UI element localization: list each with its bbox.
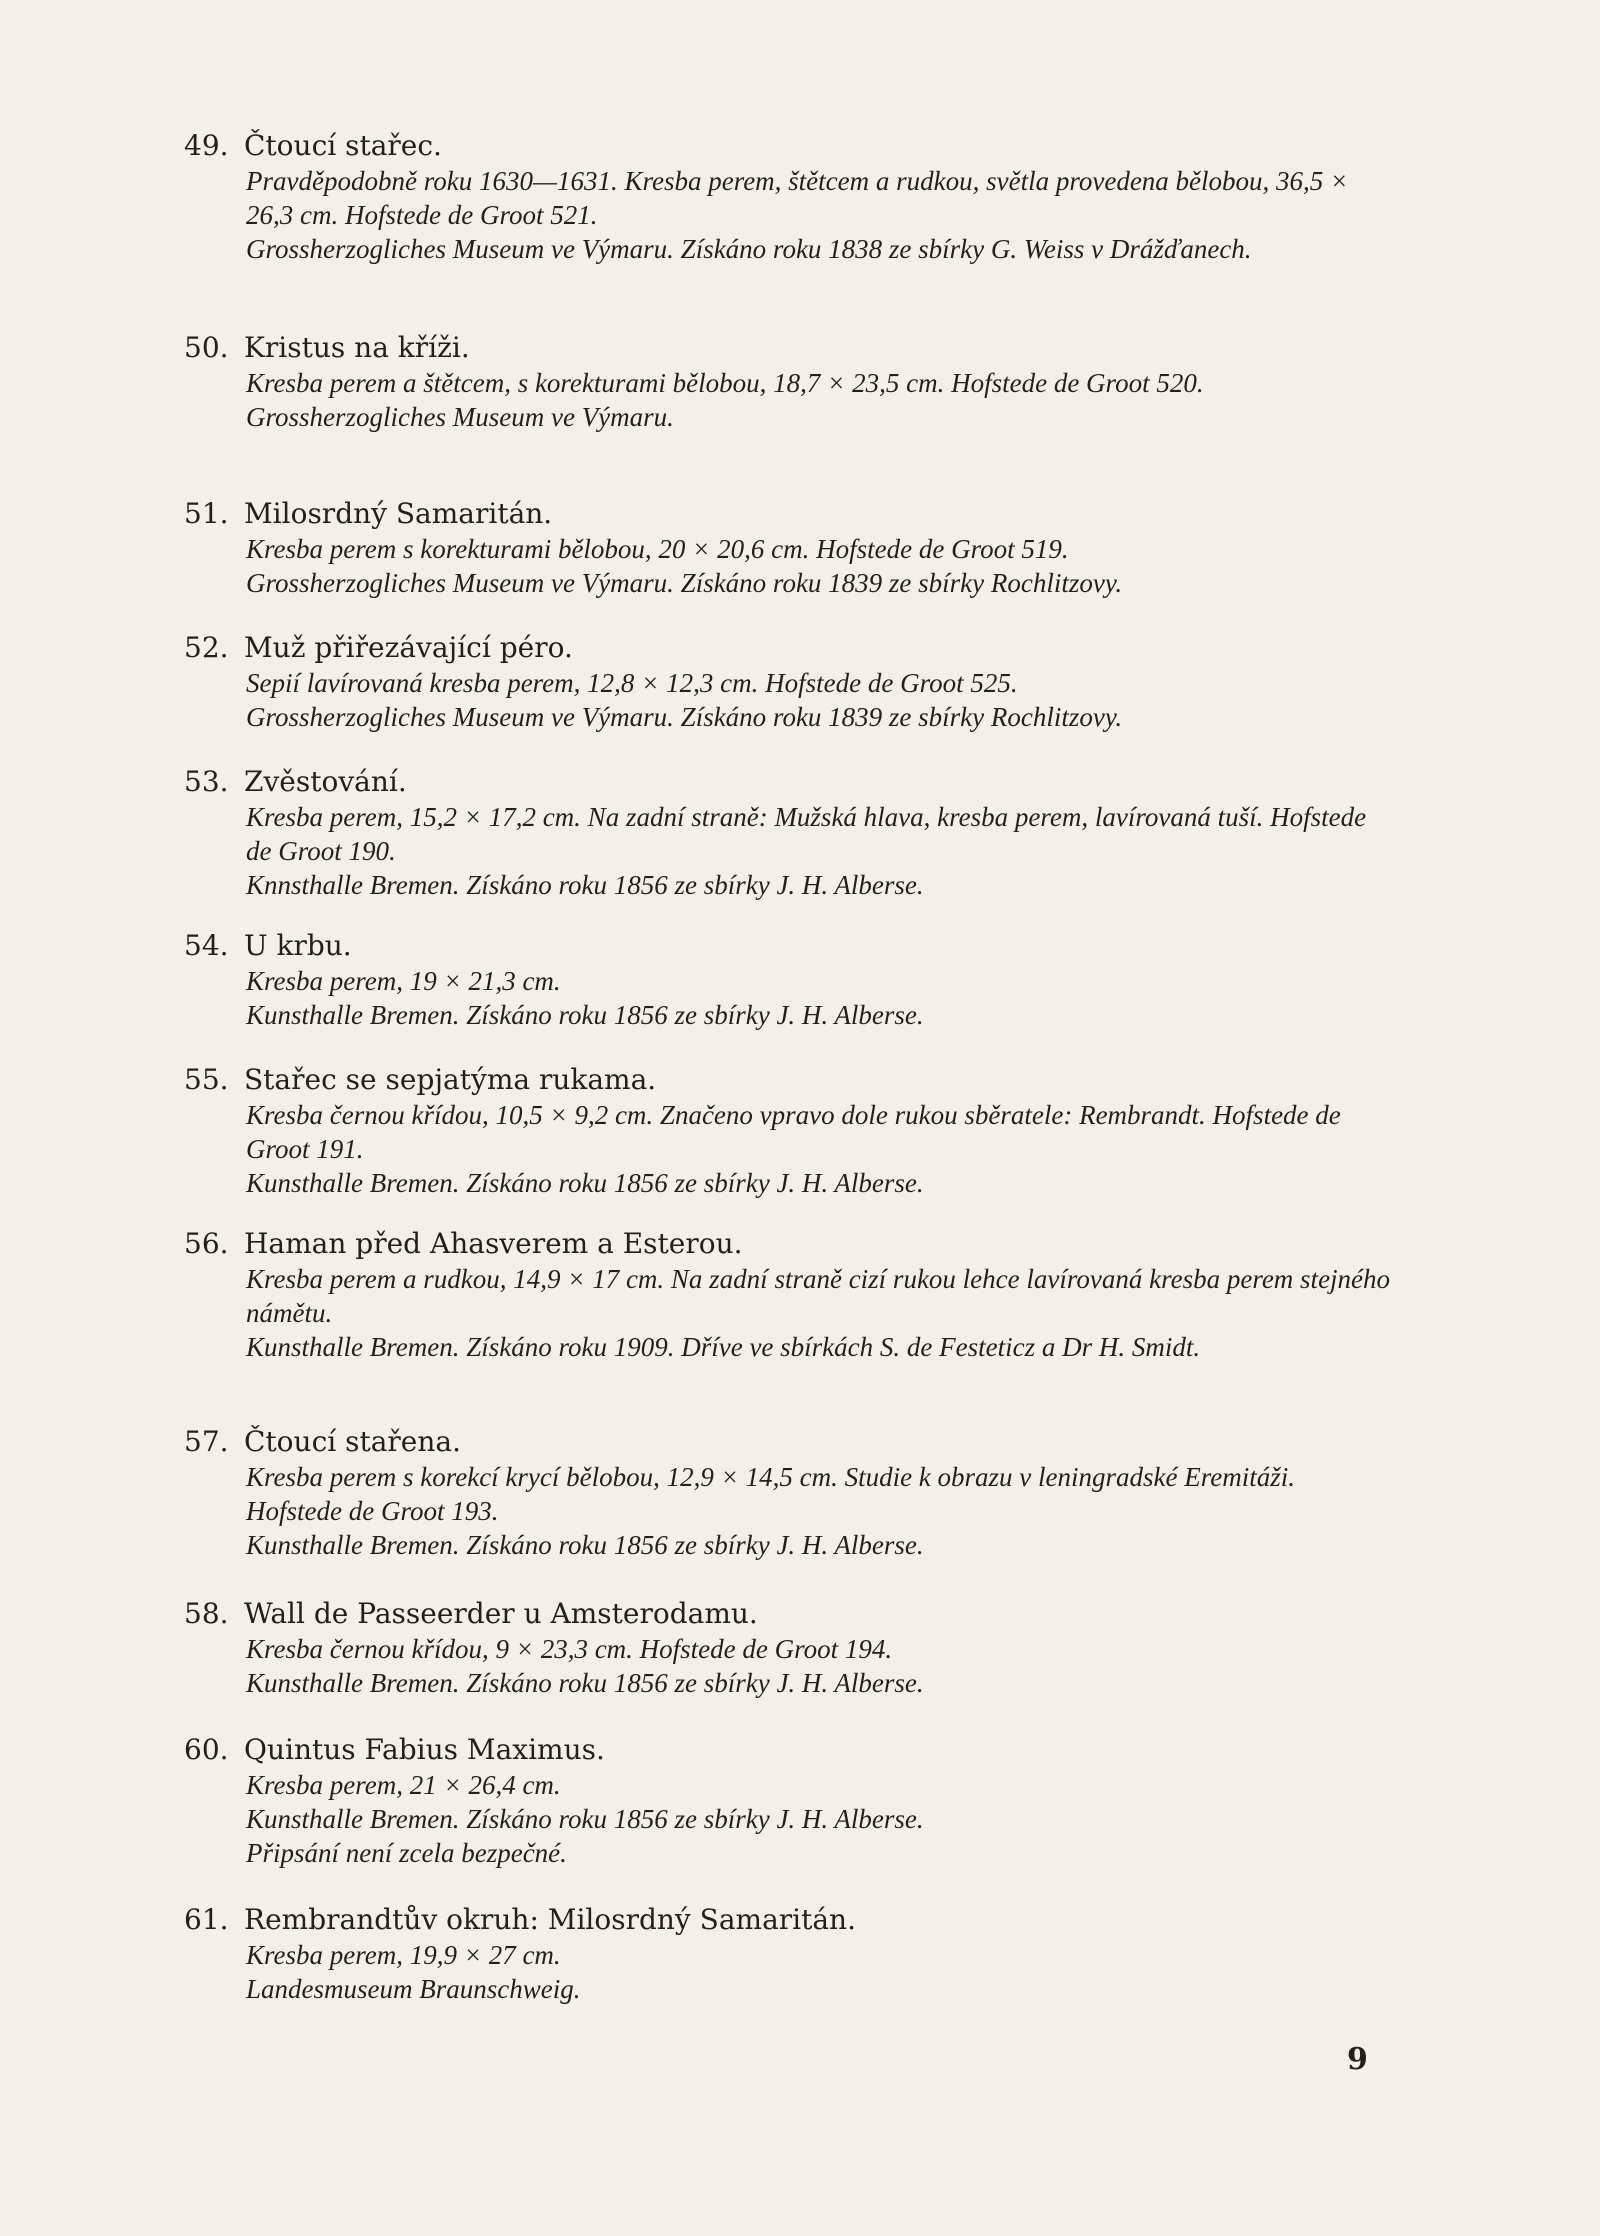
entry-description [246,366,1394,434]
catalog-entry-60 [184,1732,1394,1870]
entry-description-line: Sepií lavírovaná kresba perem, 12,8 × 12,3 cm. Hofstede de Groot 525. [246,668,1018,698]
entry-description-line: Kresba perem s korekcí krycí bělobou, 12,9 × 14,5 cm. Studie k obrazu v leningradské Eremitáži. Hofstede de Groot 193. [246,1462,1296,1526]
entry-title: Milosrdný Samaritán. [244,497,553,530]
entry-title: Muž přiřezávající péro. [244,631,573,664]
entry-description-line: Kresba perem, 15,2 × 17,2 cm. Na zadní straně: Mužská hlava, kresba perem, lavírovaná tuší. Hofstede de Groot 190. [246,802,1367,866]
entry-description-line: Kresba perem s korekturami bělobou, 20 × 20,6 cm. Hofstede de Groot 519. [246,534,1069,564]
entry-number: 61. [184,1903,229,1936]
entry-description [246,1938,1394,2006]
entry-title: Čtoucí stařena. [244,1425,461,1458]
entry-description [246,532,1394,600]
entry-number: 56. [184,1227,229,1260]
entry-number: 58. [184,1597,229,1630]
entry-heading [184,1902,1394,1938]
entry-number: 52. [184,631,229,664]
entry-description-line: Připsání není zcela bezpečné. [246,1838,567,1868]
entry-heading [184,128,1394,164]
entry-description [246,164,1394,266]
entry-title: Haman před Ahasverem a Esterou. [244,1227,743,1260]
entry-number: 53. [184,765,229,798]
entry-description-line: Kresba perem, 19,9 × 27 cm. [246,1940,561,1970]
entry-description-line: Kunsthalle Bremen. Získáno roku 1856 ze sbírky J. H. Alberse. [246,1530,924,1560]
entry-heading [184,928,1394,964]
entry-description-line: Landesmuseum Braunschweig. [246,1974,581,2004]
page-number: 9 [1347,2042,1368,2077]
entry-heading [184,1596,1394,1632]
entry-number: 50. [184,331,229,364]
catalog-entry-52 [184,630,1394,734]
entry-title: Kristus na kříži. [244,331,470,364]
entry-description [246,1098,1394,1200]
entry-title: Wall de Passeerder u Amsterodamu. [244,1597,758,1630]
entry-number: 51. [184,497,229,530]
entry-description-line: Kresba černou křídou, 9 × 23,3 cm. Hofstede de Groot 194. [246,1634,893,1664]
entry-description-line: Kresba perem a rudkou, 14,9 × 17 cm. Na zadní straně cizí rukou lehce lavírovaná kresba perem stejného námětu. [246,1264,1391,1328]
entry-heading [184,1062,1394,1098]
entry-description-line: Kresba perem a štětcem, s korekturami bělobou, 18,7 × 23,5 cm. Hofstede de Groot 520. [246,368,1204,398]
entry-description [246,666,1394,734]
catalog-entry-55 [184,1062,1394,1200]
entry-description-line: Grossherzogliches Museum ve Výmaru. Získáno roku 1839 ze sbírky Rochlitzovy. [246,702,1123,732]
entry-title: U krbu. [244,929,352,962]
entry-title: Zvěstování. [244,765,407,798]
entry-description-line: Grossherzogliches Museum ve Výmaru. Získáno roku 1838 ze sbírky G. Weiss v Drážďanech. [246,234,1252,264]
entry-number: 55. [184,1063,229,1096]
entry-description-line: Grossherzogliches Museum ve Výmaru. [246,402,674,432]
catalog-entry-53 [184,764,1394,902]
entry-heading [184,1424,1394,1460]
catalog-entry-57 [184,1424,1394,1562]
entry-number: 49. [184,129,229,162]
entry-description [246,800,1394,902]
entry-title: Čtoucí stařec. [244,129,442,162]
catalog-entry-58 [184,1596,1394,1700]
entry-number: 60. [184,1733,229,1766]
entry-description-line: Kresba perem, 19 × 21,3 cm. [246,966,561,996]
catalog-entry-50 [184,330,1394,434]
entry-description [246,964,1394,1032]
entry-description [246,1460,1394,1562]
entry-title: Stařec se sepjatýma rukama. [244,1063,657,1096]
entry-heading [184,764,1394,800]
entry-heading [184,1226,1394,1262]
entry-title: Rembrandtův okruh: Milosrdný Samaritán. [244,1903,856,1936]
entry-description [246,1632,1394,1700]
entry-description-line: Kresba černou křídou, 10,5 × 9,2 cm. Značeno vpravo dole rukou sběratele: Rembrandt. Hofstede de Groot 191. [246,1100,1341,1164]
entry-title: Quintus Fabius Maximus. [244,1733,605,1766]
entry-description-line: Pravděpodobně roku 1630—1631. Kresba perem, štětcem a rudkou, světla provedena bělobou, 36,5 × 26,3 cm. Hofstede de Groot 521. [246,166,1349,230]
entry-heading [184,330,1394,366]
entry-description-line: Kunsthalle Bremen. Získáno roku 1856 ze sbírky J. H. Alberse. [246,1668,924,1698]
entry-description-line: Grossherzogliches Museum ve Výmaru. Získáno roku 1839 ze sbírky Rochlitzovy. [246,568,1123,598]
entry-heading [184,1732,1394,1768]
entry-description-line: Kunsthalle Bremen. Získáno roku 1856 ze sbírky J. H. Alberse. [246,1168,924,1198]
catalog-entry-49 [184,128,1394,266]
entry-number: 54. [184,929,229,962]
catalog-entry-51 [184,496,1394,600]
catalog-entry-54 [184,928,1394,1032]
entry-heading [184,496,1394,532]
entry-description-line: Kunsthalle Bremen. Získáno roku 1909. Dříve ve sbírkách S. de Festeticz a Dr H. Smidt. [246,1332,1201,1362]
entry-heading [184,630,1394,666]
entry-description [246,1768,1394,1870]
entry-description-line: Kresba perem, 21 × 26,4 cm. [246,1770,561,1800]
entry-description-line: Kunsthalle Bremen. Získáno roku 1856 ze sbírky J. H. Alberse. [246,1804,924,1834]
catalog-entry-56 [184,1226,1394,1364]
entry-description-line: Kunsthalle Bremen. Získáno roku 1856 ze sbírky J. H. Alberse. [246,1000,924,1030]
catalog-entry-61 [184,1902,1394,2006]
entry-description-line: Knnsthalle Bremen. Získáno roku 1856 ze sbírky J. H. Alberse. [246,870,924,900]
entry-number: 57. [184,1425,229,1458]
entry-description [246,1262,1394,1364]
